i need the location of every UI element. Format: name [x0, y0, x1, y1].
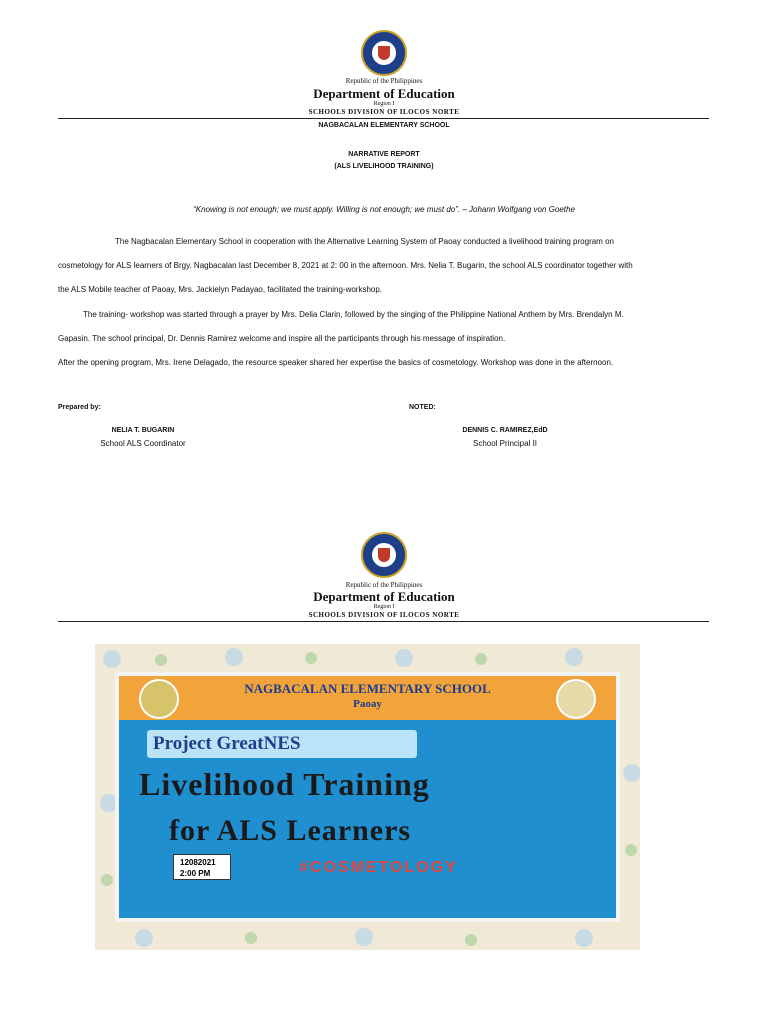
paragraph-line: The training- workshop was started through a prayer by Mrs. Delia Clarin, followed by the singing of the Philippine National Anthem by Mrs. Brendalyn M.: [83, 310, 624, 319]
banner-school: NAGBACALAN ELEMENTARY SCHOOL: [244, 681, 491, 696]
deped-seal-icon: [361, 30, 407, 76]
division-text: SCHOOLS DIVISION OF ILOCOS NORTE: [308, 108, 460, 116]
banner-date: 12082021: [180, 858, 216, 867]
header-divider: [58, 118, 709, 119]
banner-header: [119, 676, 616, 720]
paragraph-line: After the opening program, Mrs. Irene Delagado, the resource speaker shared her expertise the basics of cosmetology. Workshop was done in the afternoon.: [58, 358, 614, 367]
banner-photo: [95, 644, 640, 950]
banner-date-box: [173, 854, 231, 880]
region-text: Region I: [373, 101, 395, 107]
noter-name: DENNIS C. RAMIREZ,EdD: [462, 427, 548, 434]
noted-label: NOTED:: [409, 404, 436, 411]
quote: “Knowing is not enough; we must apply. Willing is not enough; we must do”. – Johann Wolfgang von Goethe: [193, 205, 575, 214]
paragraph-line: cosmetology for ALS learners of Brgy. Nagbacalan last December 8, 2021 at 2: 00 in the afternoon. Mrs. Nelia T. Bugarin, the school ALS coordinator together with: [58, 261, 633, 270]
republic-text: Republic of the Philippines: [345, 77, 423, 85]
division-text: SCHOOLS DIVISION OF ILOCOS NORTE: [308, 611, 460, 619]
prepared-by-label: Prepared by:: [58, 404, 101, 411]
department-title: Department of Education: [313, 86, 455, 101]
republic-text: Republic of the Philippines: [345, 581, 423, 589]
deped-seal-icon: [361, 532, 407, 578]
school-name: NAGBACALAN ELEMENTARY SCHOOL: [318, 122, 450, 129]
header-divider: [58, 621, 709, 622]
training-banner: [115, 672, 620, 922]
report-subtitle: (ALS LIVELIHOOD TRAINING): [334, 163, 434, 170]
banner-subtitle: for ALS Learners: [169, 814, 412, 847]
preparer-title: School ALS Coordinator: [100, 439, 186, 448]
report-title: NARRATIVE REPORT: [348, 151, 420, 158]
banner-time: 2:00 PM: [180, 869, 211, 878]
department-title: Department of Education: [313, 589, 455, 604]
banner-town: Paoay: [353, 698, 382, 710]
paragraph-line: The Nagbacalan Elementary School in cooperation with the Alternative Learning System of Paoay conducted a livelihood training program on: [115, 237, 614, 246]
paragraph-line: Gapasin. The school principal, Dr. Dennis Ramirez welcome and inspire all the participants through his message of inspiration.: [58, 334, 506, 343]
banner-project: Project GreatNES: [147, 730, 417, 758]
banner-hashtag: #COSMETOLOGY: [299, 859, 458, 876]
region-text: Region I: [373, 604, 395, 610]
banner-title: Livelihood Training: [139, 766, 430, 802]
paragraph-line: the ALS Mobile teacher of Paoay, Mrs. Jackielyn Padayao, facilitated the training-workshop.: [58, 285, 383, 294]
preparer-name: NELIA T. BUGARIN: [111, 427, 175, 434]
noter-title: School Principal II: [472, 439, 538, 448]
